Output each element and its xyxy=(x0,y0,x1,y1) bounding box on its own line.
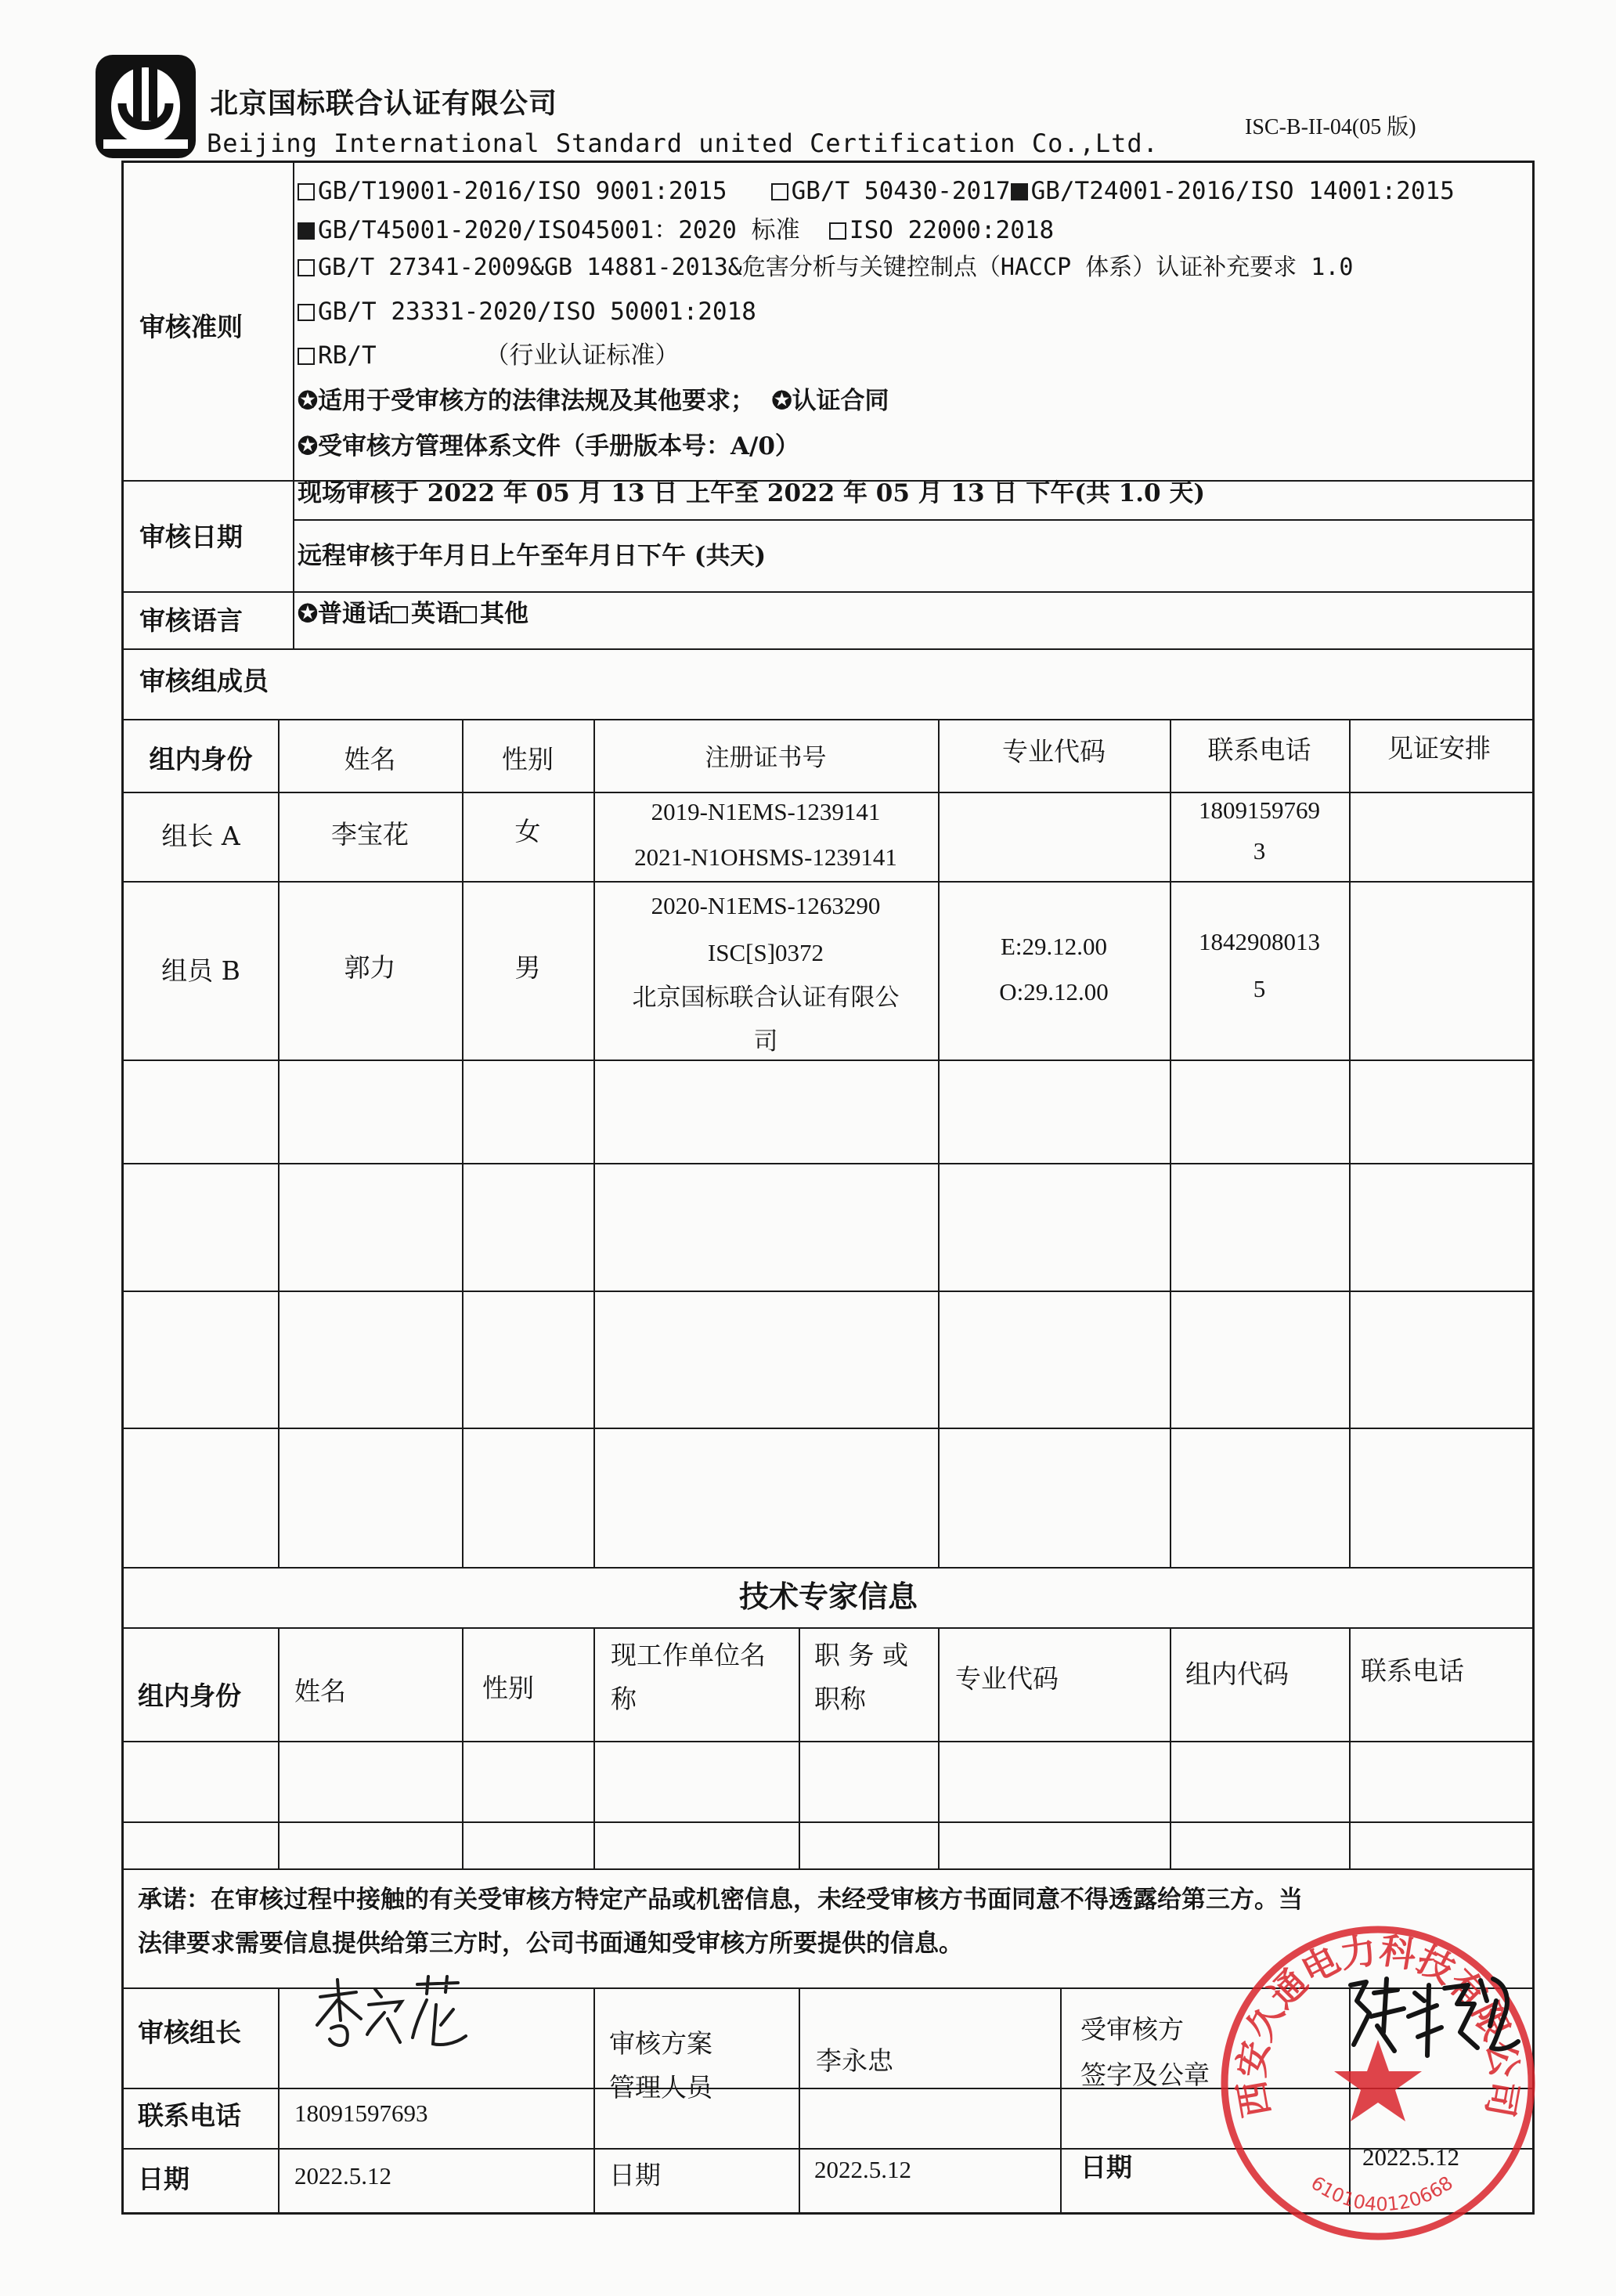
team-header-name: 姓名 xyxy=(344,744,396,774)
auditee-signature xyxy=(1343,1969,1523,2071)
leader-label: 审核组长 xyxy=(138,2017,241,2048)
team-header-role: 组内身份 xyxy=(149,744,253,774)
experts-header-title: 职称 xyxy=(814,1684,866,1714)
criteria-line-5: RB/T （行业认证标准） xyxy=(298,341,679,370)
checked-box-icon xyxy=(298,222,315,240)
audit-date-label: 审核日期 xyxy=(139,522,243,552)
audit-notice-form xyxy=(121,161,1535,2215)
checked-circle-icon: ✪ xyxy=(298,432,318,460)
criteria-label: 审核准则 xyxy=(139,312,243,342)
checkbox-icon xyxy=(298,304,315,321)
experts-title: 技术专家信息 xyxy=(738,1579,918,1614)
onsite-audit-date: 现场审核于 2022 年 05 月 13 日 上午至 2022 年 05 月 13 日 下午(共 1.0 天) xyxy=(298,479,1206,507)
checked-circle-icon: ✪ xyxy=(298,387,318,415)
team-row-cert: ISC[S]0372 xyxy=(707,939,824,966)
experts-header-gender: 性别 xyxy=(482,1673,534,1703)
leader-phone: 18091597693 xyxy=(294,2099,428,2127)
checkbox-icon xyxy=(298,183,315,200)
experts-header-title: 职 务 或 xyxy=(814,1640,908,1670)
team-row-phone: 1842908013 xyxy=(1199,928,1320,955)
commitment-text: 法律要求需要信息提供给第三方时，公司书面通知受审核方所要提供的信息。 xyxy=(138,1930,963,1958)
criteria-line-6: ✪适用于受审核方的法律法规及其他要求； ✪认证合同 xyxy=(298,387,889,415)
date-label: 日期 xyxy=(1080,2152,1132,2182)
checked-box-icon xyxy=(1011,183,1028,200)
checkbox-icon xyxy=(771,183,788,200)
company-seal xyxy=(1210,1915,1546,2251)
criteria-line-2: GB/T45001-2020/ISO45001：2020 标准 ISO 22000:2018 xyxy=(298,216,1054,245)
language-options: ✪普通话 英语 其他 xyxy=(298,600,528,628)
svg-text:西安久通电力科技有限公司: 西安久通电力科技有限公司 xyxy=(1229,1928,1527,2121)
experts-header-code: 专业代码 xyxy=(955,1663,1059,1694)
team-row-gender: 男 xyxy=(514,952,541,983)
leader-date: 2022.5.12 xyxy=(294,2162,391,2190)
svg-text:6101040120668: 6101040120668 xyxy=(1307,2171,1457,2216)
company-logo-icon xyxy=(92,52,199,161)
checkbox-icon xyxy=(460,606,477,623)
team-header-code: 专业代码 xyxy=(1002,736,1106,767)
checkbox-icon xyxy=(829,222,846,240)
plan-manager-label: 管理人员 xyxy=(609,2072,712,2103)
team-header-witness: 见证安排 xyxy=(1387,733,1491,764)
checked-circle-icon: ✪ xyxy=(771,387,792,415)
team-row-code: O:29.12.00 xyxy=(999,978,1109,1005)
team-row-gender: 女 xyxy=(514,816,541,847)
criteria-line-3: GB/T 27341-2009&GB 14881-2013&危害分析与关键控制点（HACCP 体系）认证补充要求 1.0 xyxy=(298,254,1353,282)
team-row-cert: 2021-N1OHSMS-1239141 xyxy=(634,843,897,871)
criteria-line-4: GB/T 23331-2020/ISO 50001:2018 xyxy=(298,298,756,327)
remote-audit-date: 远程审核于年月日上午至年月日下午 (共天) xyxy=(298,542,767,570)
phone-label: 联系电话 xyxy=(138,2100,241,2131)
team-header-cert: 注册证书号 xyxy=(705,744,827,772)
team-row-role: 组长 A xyxy=(161,821,240,851)
experts-header-org: 称 xyxy=(611,1684,637,1714)
checkbox-icon xyxy=(391,606,408,623)
team-row-cert: 北京国标联合认证有限公 xyxy=(632,984,900,1012)
plan-manager-name: 李永忠 xyxy=(816,2045,893,2076)
experts-header-org: 现工作单位名 xyxy=(611,1640,766,1670)
leader-signature xyxy=(309,1973,474,2052)
team-row-role: 组员 B xyxy=(161,955,240,986)
form-code: ISC-B-II-04(05 版) xyxy=(1245,115,1416,139)
checked-circle-icon: ✪ xyxy=(298,600,318,628)
team-row-code: E:29.12.00 xyxy=(1000,933,1108,960)
team-row-name: 郭力 xyxy=(344,952,396,983)
team-row-cert: 2020-N1EMS-1263290 xyxy=(651,892,881,919)
checkbox-icon xyxy=(298,259,315,276)
team-row-name: 李宝花 xyxy=(331,819,409,850)
experts-header-role: 组内身份 xyxy=(138,1680,241,1711)
auditee-date: 2022.5.12 xyxy=(1362,2143,1459,2171)
date-label: 日期 xyxy=(138,2164,189,2194)
date-label: 日期 xyxy=(609,2160,661,2190)
team-row-phone: 3 xyxy=(1253,837,1266,865)
commitment-text: 承诺：在审核过程中接触的有关受审核方特定产品或机密信息，未经受审核方书面同意不得透露给第三方。当 xyxy=(138,1886,1303,1914)
company-name-cn: 北京国标联合认证有限公司 xyxy=(210,87,558,120)
checkbox-icon xyxy=(298,348,315,365)
auditee-label: 签字及公章 xyxy=(1080,2060,1210,2090)
language-label: 审核语言 xyxy=(139,605,243,636)
experts-header-name: 姓名 xyxy=(294,1676,346,1706)
team-row-cert: 2019-N1EMS-1239141 xyxy=(651,798,881,825)
criteria-line-7: ✪受审核方管理体系文件（手册版本号：A/0） xyxy=(298,432,799,460)
auditee-label: 受审核方 xyxy=(1080,2014,1184,2045)
experts-header-phone: 联系电话 xyxy=(1361,1655,1464,1686)
team-row-phone: 5 xyxy=(1253,975,1266,1002)
company-name-en: Beijing International Standard united Certification Co.,Ltd. xyxy=(207,128,1159,158)
team-row-cert: 司 xyxy=(753,1027,778,1056)
team-row-phone: 1809159769 xyxy=(1199,796,1320,824)
experts-header-team-code: 组内代码 xyxy=(1185,1659,1289,1689)
team-title: 审核组成员 xyxy=(139,666,269,696)
plan-date: 2022.5.12 xyxy=(814,2156,911,2183)
plan-manager-label: 审核方案 xyxy=(609,2028,712,2059)
team-header-gender: 性别 xyxy=(502,744,554,774)
criteria-line-1: GB/T19001-2016/ISO 9001:2015 GB/T 50430-2017 GB/T24001-2016/ISO 14001:2015 xyxy=(298,177,1455,206)
team-header-phone: 联系电话 xyxy=(1207,735,1311,765)
